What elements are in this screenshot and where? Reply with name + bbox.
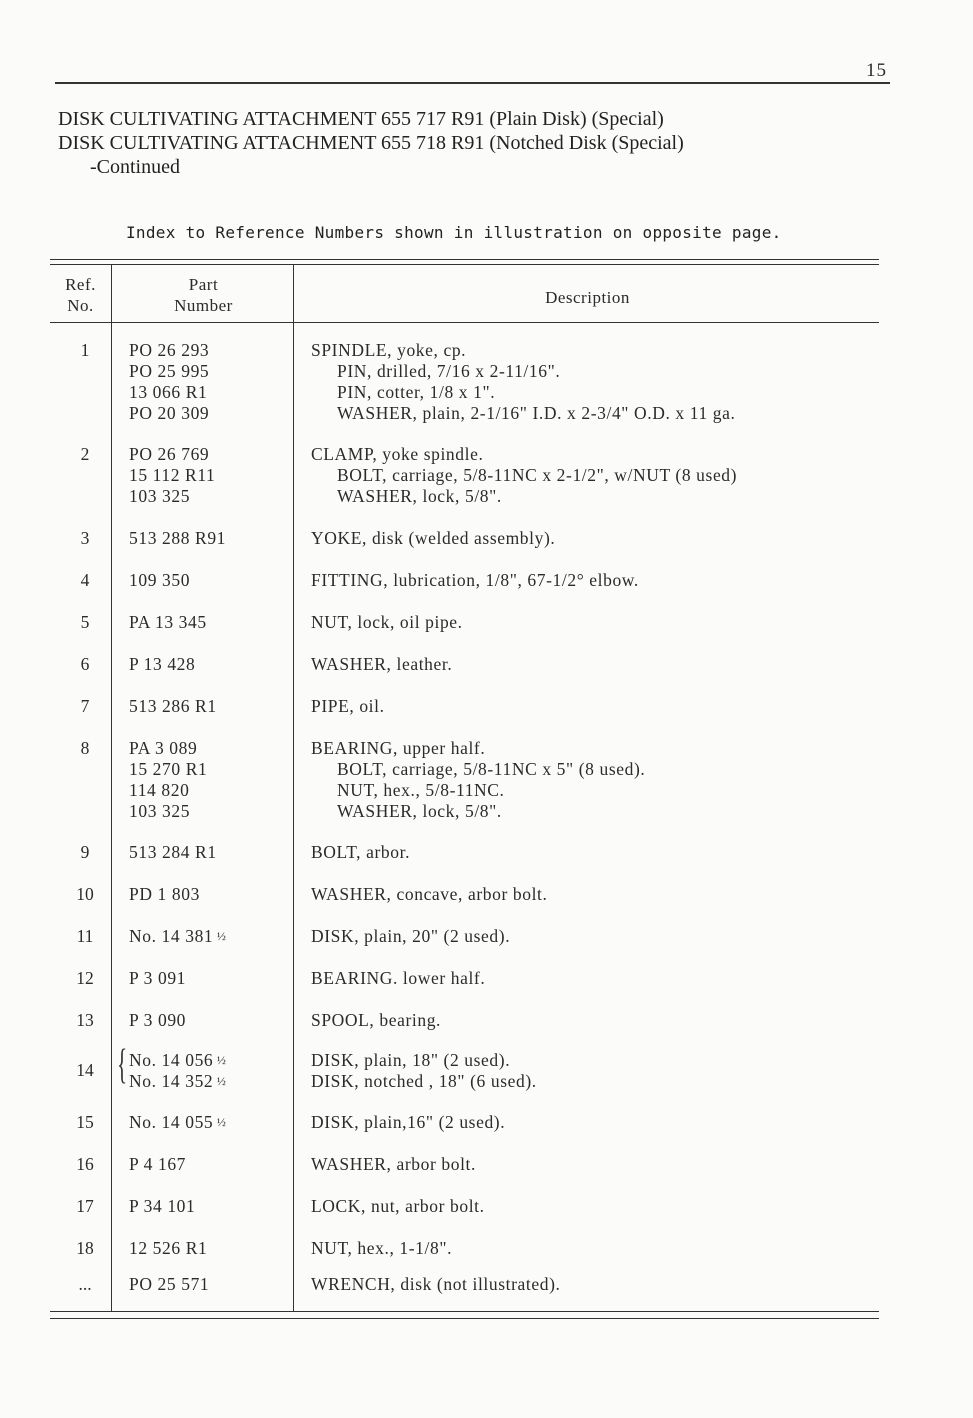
part-number-text: 13 066 R1 xyxy=(129,382,208,402)
ref-number: 9 xyxy=(80,842,90,862)
part-number-text: 513 284 R1 xyxy=(129,842,217,862)
table-top-rule-2 xyxy=(50,264,879,265)
title-line-1: DISK CULTIVATING ATTACHMENT 655 717 R91 (Plain Disk) (Special) xyxy=(58,108,664,130)
ref-number: 12 xyxy=(76,968,94,988)
part-description: WASHER, concave, arbor bolt. xyxy=(311,884,548,904)
part-number-text: 513 288 R91 xyxy=(129,528,227,548)
page-number: 15 xyxy=(866,60,887,81)
part-description: DISK, plain, 20" (2 used). xyxy=(311,926,511,946)
header-bottom-rule xyxy=(50,322,879,323)
part-number xyxy=(129,1112,226,1132)
fraction-half: ½ xyxy=(213,929,227,943)
ref-number: 18 xyxy=(76,1238,94,1258)
part-description: SPOOL, bearing. xyxy=(311,1010,442,1030)
part-number xyxy=(129,780,189,800)
part-number-text: PD 1 803 xyxy=(129,884,200,904)
part-number xyxy=(129,696,217,716)
part-description: WASHER, lock, 5/8". xyxy=(337,801,502,821)
part-number-text: 15 112 R11 xyxy=(129,465,216,485)
part-description: PIN, cotter, 1/8 x 1". xyxy=(337,382,496,402)
part-number-text: 109 350 xyxy=(129,570,191,590)
part-description: WASHER, leather. xyxy=(311,654,453,674)
part-number-text: PO 26 769 xyxy=(129,444,210,464)
part-number xyxy=(129,738,197,758)
header-part-line-1: Part xyxy=(188,275,219,294)
part-number xyxy=(129,801,190,821)
part-number xyxy=(129,1196,195,1216)
header-ref-line-1: Ref. xyxy=(65,275,96,294)
part-number-text: PA 3 089 xyxy=(129,738,198,758)
part-number-text: P 3 091 xyxy=(129,968,187,988)
part-number xyxy=(129,465,215,485)
part-description: BEARING, upper half. xyxy=(311,738,486,758)
ref-number: 14 xyxy=(76,1060,94,1080)
part-number xyxy=(129,612,207,632)
part-number xyxy=(129,1050,226,1070)
part-description: DISK, notched , 18" (6 used). xyxy=(311,1071,537,1091)
index-note: Index to Reference Numbers shown in illustration on opposite page. xyxy=(126,223,782,242)
part-description: DISK, plain,16" (2 used). xyxy=(311,1112,506,1132)
title-line-2: DISK CULTIVATING ATTACHMENT 655 718 R91 (Notched Disk (Special) xyxy=(58,132,684,154)
fraction-half: ½ xyxy=(213,1115,227,1129)
header-ref xyxy=(50,274,111,316)
part-number-text: No. 14 381 xyxy=(129,926,214,946)
part-number-text: PA 13 345 xyxy=(129,612,207,632)
table-bottom-rule-2 xyxy=(50,1318,879,1319)
ref-number: 3 xyxy=(80,528,90,548)
ref-number: 17 xyxy=(76,1196,94,1216)
part-number-text: 12 526 R1 xyxy=(129,1238,208,1258)
ref-number: 15 xyxy=(76,1112,94,1132)
part-number xyxy=(129,340,209,360)
ref-number: 5 xyxy=(80,612,90,632)
part-description: WASHER, arbor bolt. xyxy=(311,1154,476,1174)
part-number-text: 114 820 xyxy=(129,780,190,800)
header-part-number xyxy=(114,274,293,316)
part-number xyxy=(129,1238,207,1258)
part-description: FITTING, lubrication, 1/8", 67-1/2° elbow. xyxy=(311,570,639,590)
part-number-text: P 34 101 xyxy=(129,1196,196,1216)
part-description: NUT, hex., 1-1/8". xyxy=(311,1238,453,1258)
part-description: CLAMP, yoke spindle. xyxy=(311,444,484,464)
fraction-half: ½ xyxy=(213,1053,227,1067)
group-brace: { xyxy=(117,1042,128,1088)
title-continued: -Continued xyxy=(90,156,180,178)
table-bottom-rule xyxy=(50,1311,879,1312)
part-number xyxy=(129,1274,209,1294)
part-number xyxy=(129,570,190,590)
part-number-text: 15 270 R1 xyxy=(129,759,208,779)
ref-column-divider xyxy=(111,264,112,1311)
fraction-half: ½ xyxy=(213,1074,227,1088)
part-number xyxy=(129,1071,226,1091)
part-number xyxy=(129,1010,186,1030)
part-number xyxy=(129,926,226,946)
part-description: BOLT, carriage, 5/8-11NC x 2-1/2", w/NUT (8 used) xyxy=(337,465,738,485)
ref-number: 1 xyxy=(80,340,90,360)
part-column-divider xyxy=(293,264,294,1311)
part-description: BEARING. lower half. xyxy=(311,968,486,988)
ref-number: 13 xyxy=(76,1010,94,1030)
header-description: Description xyxy=(545,288,630,307)
ref-number: 8 xyxy=(80,738,90,758)
part-number-text: P 4 167 xyxy=(129,1154,187,1174)
part-number-text: PO 25 995 xyxy=(129,361,210,381)
part-number xyxy=(129,486,190,506)
ref-number: 7 xyxy=(80,696,90,716)
part-number-text: No. 14 352 xyxy=(129,1071,214,1091)
part-number xyxy=(129,528,226,548)
part-description: SPINDLE, yoke, cp. xyxy=(311,340,467,360)
part-description: WASHER, lock, 5/8". xyxy=(337,486,502,506)
ref-number: ... xyxy=(78,1274,92,1294)
part-number xyxy=(129,759,207,779)
header-ref-line-2: No. xyxy=(67,296,94,315)
ref-number: 10 xyxy=(76,884,94,904)
part-number-text: P 3 090 xyxy=(129,1010,187,1030)
top-rule xyxy=(55,82,890,84)
part-description: NUT, hex., 5/8-11NC. xyxy=(337,780,505,800)
ref-number: 4 xyxy=(80,570,90,590)
part-number-text: PO 25 571 xyxy=(129,1274,210,1294)
part-number-text: No. 14 056 xyxy=(129,1050,214,1070)
part-number xyxy=(129,884,200,904)
part-number-text: PO 20 309 xyxy=(129,403,210,423)
part-description: NUT, lock, oil pipe. xyxy=(311,612,463,632)
ref-number: 2 xyxy=(80,444,90,464)
part-description: LOCK, nut, arbor bolt. xyxy=(311,1196,485,1216)
part-description: BOLT, arbor. xyxy=(311,842,411,862)
ref-number: 6 xyxy=(80,654,90,674)
part-description: PIN, drilled, 7/16 x 2-11/16". xyxy=(337,361,561,381)
part-number-text: No. 14 055 xyxy=(129,1112,214,1132)
part-number-text: P 13 428 xyxy=(129,654,196,674)
part-description: DISK, plain, 18" (2 used). xyxy=(311,1050,511,1070)
ref-number: 16 xyxy=(76,1154,94,1174)
part-number xyxy=(129,361,209,381)
part-description: WASHER, plain, 2-1/16" I.D. x 2-3/4" O.D. x 11 ga. xyxy=(337,403,736,423)
part-number xyxy=(129,403,209,423)
part-number xyxy=(129,842,217,862)
part-number-text: 103 325 xyxy=(129,486,191,506)
part-number-text: 513 286 R1 xyxy=(129,696,217,716)
header-part-line-2: Number xyxy=(174,296,233,315)
part-description: WRENCH, disk (not illustrated). xyxy=(311,1274,561,1294)
table-top-rule xyxy=(50,259,879,260)
part-number xyxy=(129,382,207,402)
part-number xyxy=(129,1154,186,1174)
part-description: BOLT, carriage, 5/8-11NC x 5" (8 used). xyxy=(337,759,646,779)
part-number xyxy=(129,968,186,988)
part-number-text: PO 26 293 xyxy=(129,340,210,360)
part-number xyxy=(129,654,195,674)
ref-number: 11 xyxy=(76,926,94,946)
part-description: PIPE, oil. xyxy=(311,696,385,716)
part-description: YOKE, disk (welded assembly). xyxy=(311,528,556,548)
part-number xyxy=(129,444,209,464)
part-number-text: 103 325 xyxy=(129,801,191,821)
